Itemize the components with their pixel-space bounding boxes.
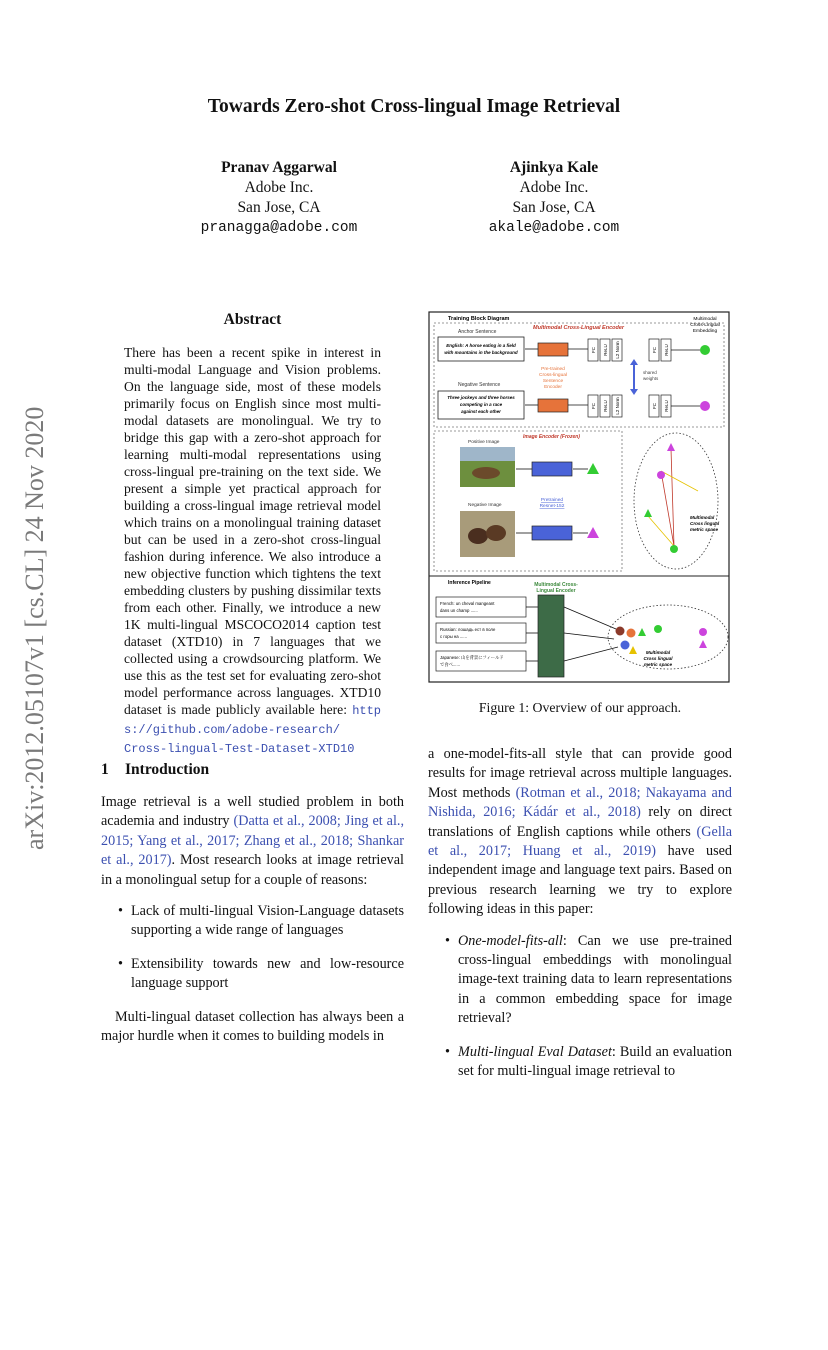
author-affiliation: Adobe Inc. [244, 179, 314, 196]
svg-text:FC: FC [652, 347, 657, 353]
anchor-box [438, 337, 524, 361]
svg-text:against each other: against each other [461, 409, 501, 414]
citation-link[interactable]: (Rotman et al., 2018; Nakayama and Nishida, 2016; Kádár et al., 2018) [428, 784, 733, 821]
arxiv-stamp-wrap [20, 406, 54, 1350]
author-name: Ajinkya Kale [509, 159, 599, 176]
svg-text:L2 Norm: L2 Norm [615, 397, 620, 415]
svg-text:ReLU: ReLU [603, 400, 608, 412]
author-affiliation: Adobe Inc. [519, 179, 589, 196]
arxiv-stamp: arXiv:2012.05107v1 [cs.CL] 24 Nov 2020 [20, 406, 49, 850]
svg-text:with mountains in the backgrou: with mountains in the background [444, 350, 518, 355]
svg-text:Cross lingual: Cross lingual [643, 656, 673, 661]
figure-caption: Figure 1: Overview of our approach. [478, 700, 682, 715]
svg-text:FC: FC [591, 347, 596, 353]
svg-text:dans un champ ......: dans un champ ...... [440, 608, 478, 613]
svg-text:L2 Norm: L2 Norm [615, 341, 620, 359]
svg-text:Resnet-152: Resnet-152 [539, 504, 565, 509]
intro-paragraph: Multi-lingual dataset collection has always been a major hurdle when it comes to building models in [101, 1008, 404, 1045]
svg-text:Negative Image: Negative Image [468, 503, 502, 508]
svg-text:ReLU: ReLU [664, 344, 669, 356]
svg-text:Inference Pipeline: Inference Pipeline [448, 580, 491, 586]
intro-paragraph: a one-model-fits-all style that can provide good results for image retrieval across multiple languages. Most methods (Rotman et al., 2018; Nakayama and Nishida, 2016; Kádár et al., 2018) rely on direct translations of English captions while others (Gella et al., 2017; Huang et al., 2019) have used independent image and language text pairs. Based on previous research learning we try to explore following ideas in this paper: [428, 746, 733, 918]
svg-text:Positive Image: Positive Image [468, 440, 500, 445]
svg-text:Pre-trained: Pre-trained [541, 367, 565, 372]
image-encoder-box [532, 462, 572, 476]
svg-text:Russian: лошадь ест в поле: Russian: лошадь ест в поле [440, 627, 496, 632]
svg-text:metric space: metric space [643, 662, 673, 667]
svg-text:Cross-Lingual: Cross-Lingual [690, 323, 720, 328]
svg-text:Encoder: Encoder [544, 385, 562, 390]
intro-right-column [428, 745, 732, 1096]
svg-text:Pretrained: Pretrained [540, 498, 564, 503]
abstract-heading: Abstract [223, 311, 282, 328]
encoder-title: Multimodal Cross-Lingual Encoder [533, 325, 625, 331]
anchor-embedding-dot [700, 345, 710, 355]
svg-text:Multimodal: Multimodal [645, 650, 671, 655]
intro-paragraph: Image retrieval is a well studied problem in both academia and industry (Datta et al., 2008; Jing et al., 2015; Yang et al., 2017; Zhang et al., 2018; Shankar et al., 2017). Most research looks at image retrieval in a monolingual setup for a couple of reasons: [101, 794, 405, 888]
list-item: • Lack of multi-lingual Vision-Language datasets supporting a wide range of languages [101, 902, 404, 941]
sentence-encoder-box [538, 343, 568, 356]
author-block-1 [159, 158, 399, 238]
citation-link[interactable]: (Datta et al., 2008; Jing et al., 2015; Yang et al., 2017; Zhang et al., 2018; Shankar et al., 2017) [101, 813, 405, 869]
negative-embedding-dot [700, 401, 710, 411]
svg-text:ReLU: ReLU [603, 344, 608, 356]
svg-text:Multimodal: Multimodal [693, 317, 717, 322]
svg-text:ReLU: ReLU [664, 400, 669, 412]
svg-text:Cross-lingual: Cross-lingual [539, 373, 567, 378]
citation-link[interactable]: (Gella et al., 2017; Huang et al., 2019) [428, 823, 732, 860]
negative-label: Negative Sentence [458, 382, 501, 388]
abstract-body [124, 344, 381, 758]
svg-text:с горы на ......: с горы на ...... [440, 634, 467, 639]
list-item: • Extensibility towards new and low-resource language support [101, 955, 404, 994]
svg-text:Embedding: Embedding [692, 329, 718, 334]
svg-text:Japanese: 山を背景にフィールド: Japanese: 山を背景にフィールド [440, 655, 504, 660]
ideas-list [428, 932, 732, 1082]
svg-text:shared: shared [643, 370, 657, 375]
overview-figure [428, 311, 730, 683]
svg-text:Multimodal Cross-: Multimodal Cross- [534, 582, 578, 588]
svg-text:French: un cheval mangeant: French: un cheval mangeant [440, 601, 495, 606]
svg-text:Multimodal: Multimodal [690, 515, 715, 520]
svg-text:competing in a race: competing in a race [459, 402, 503, 407]
list-item: • One-model-fits-all: Can we use pre-trained cross-lingual embeddings with monolingual image-text training data to learn representations in a common embedding space for image retrieval? [428, 932, 732, 1029]
svg-text:Lingual Encoder: Lingual Encoder [536, 588, 576, 594]
reasons-list [101, 902, 404, 994]
svg-text:Cross lingual: Cross lingual [690, 521, 720, 526]
dataset-link[interactable]: https://github.com/adobe-research/ Cross-lingual-Test-Dataset-XTD10 [124, 704, 382, 756]
author-email[interactable]: pranagga@adobe.com [200, 220, 358, 236]
author-name: Pranav Aggarwal [221, 159, 337, 176]
sentence-encoder-box [538, 399, 568, 412]
svg-text:weights: weights [643, 376, 659, 381]
svg-text:Three jockeys and three horses: Three jockeys and three horses [447, 395, 515, 400]
image-encoder-box [532, 526, 572, 540]
svg-text:FC: FC [652, 403, 657, 409]
svg-text:Image Encoder (Frozen): Image Encoder (Frozen) [523, 434, 580, 440]
svg-text:English: A horse eating in a f: English: A horse eating in a field [446, 343, 516, 348]
section-heading: 1 Introduction [101, 761, 210, 778]
author-location: San Jose, CA [237, 199, 321, 216]
anchor-label: Anchor Sentence [458, 329, 497, 335]
author-location: San Jose, CA [512, 199, 596, 216]
abstract-text: There has been a recent spike in interest in multi-modal Language and Vision problems. On the language side, most of these models primarily focus on English since most multi-modal datasets are monolingual. We try to bridge this gap with a zero-shot approach for learning multi-modal representations using cross-lingual pre-training on the text side. We present a simple yet practical approach for building a cross-lingual image retrieval model which trains on a monolingual training dataset but can be used in a zero-shot cross-lingual fashion during inference. We also introduce a new objective function which tightens the text embedding clusters by pushing dissimilar texts from each other. Finally, we introduce a new 1K multi-lingual MSCOCO2014 caption test dataset (XTD10) in 7 languages that we collected using a crowdsourcing platform. We use this as the test set for evaluating zero-shot model performance across languages. XTD10 dataset is made publicly available here: [124, 345, 381, 717]
svg-text:で食べ......: で食べ...... [440, 662, 461, 667]
svg-text:metric space: metric space [690, 527, 719, 532]
inference-encoder-box [538, 595, 564, 677]
author-email[interactable]: akale@adobe.com [488, 220, 620, 236]
svg-text:Sentence: Sentence [542, 379, 564, 384]
svg-text:FC: FC [591, 403, 596, 409]
author-block-2 [434, 158, 674, 238]
list-item: • Multi-lingual Eval Dataset: Build an evaluation set for multi-lingual image retrieval to [428, 1043, 732, 1082]
paper-title: Towards Zero-shot Cross-lingual Image Retrieval [207, 96, 621, 117]
training-title: Training Block Diagram [448, 316, 510, 322]
intro-left-column [101, 793, 404, 1046]
